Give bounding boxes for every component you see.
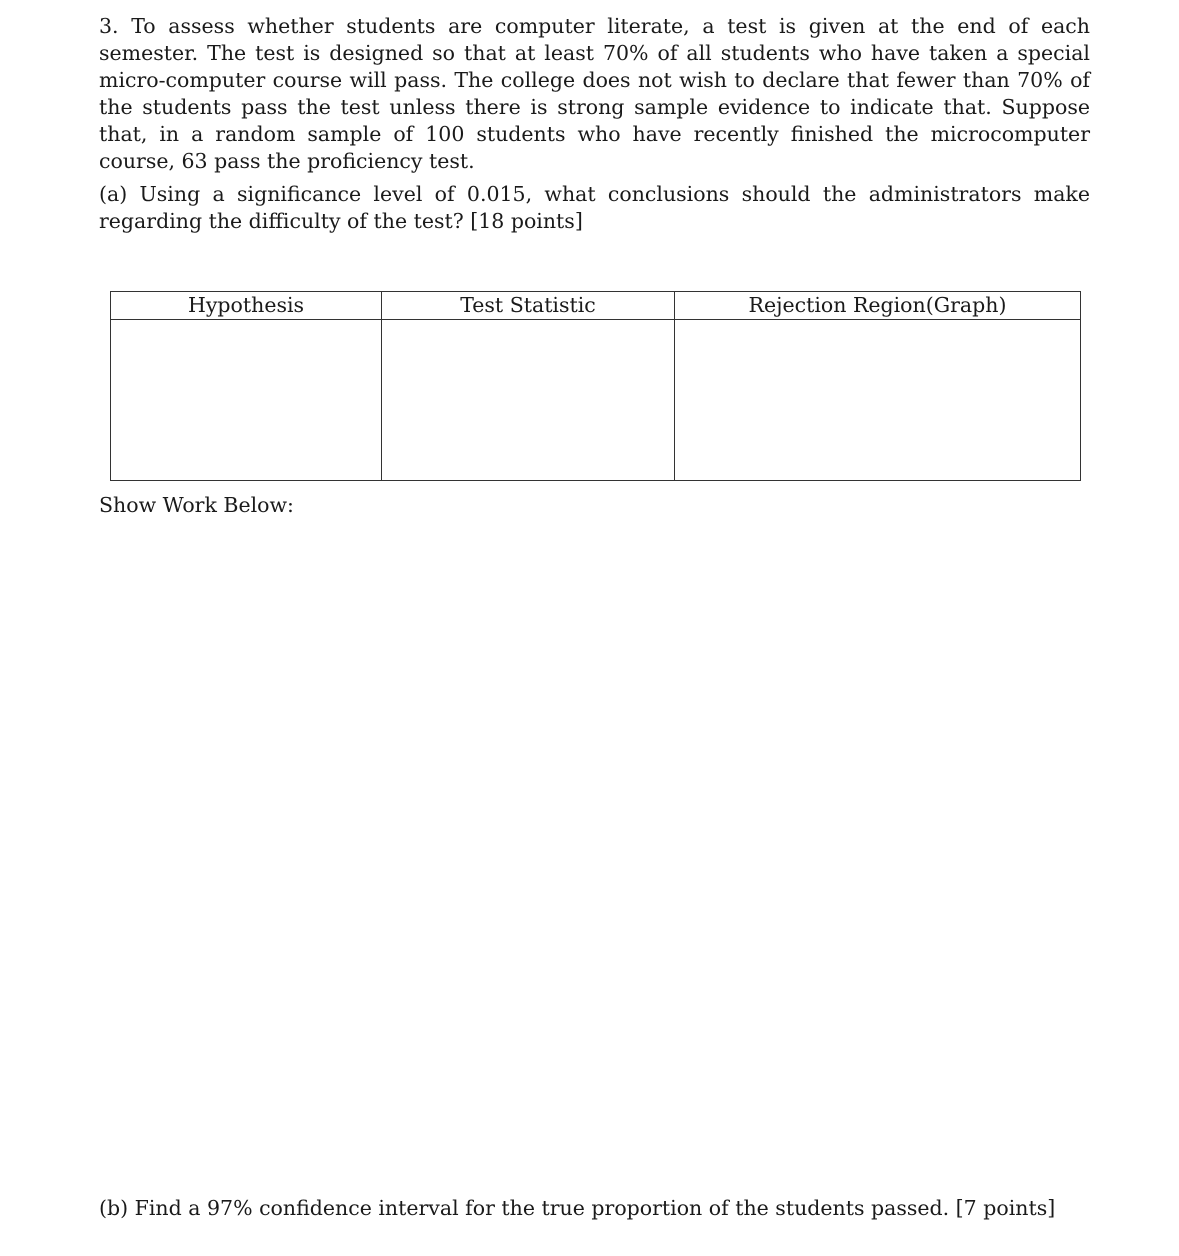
test-statistic-answer-cell[interactable] <box>382 320 675 481</box>
part-b-question: (b) Find a 97% confidence interval for the true proportion of the students passed. [7 points] <box>99 1196 1056 1220</box>
answer-table <box>110 291 1081 481</box>
header-rejection-region: Rejection Region(Graph) <box>675 292 1081 320</box>
header-test-statistic: Test Statistic <box>382 292 675 320</box>
part-a-question: (a) Using a significance level of 0.015, what conclusions should the administrators make regarding the difficulty of the test? [18 points] <box>99 182 1090 233</box>
answer-table-row <box>111 320 1081 481</box>
rejection-region-answer-cell[interactable] <box>675 320 1081 481</box>
show-work-label: Show Work Below: <box>99 493 294 517</box>
problem-statement: 3. To assess whether students are computer literate, a test is given at the end of each semester. The test is designed so that at least 70% of all students who have taken a special micro-computer course will pass. The college does not wish to declare that fewer than 70% of the students pass the test unless there is strong sample evidence to indicate that. Suppose that, in a random sample of 100 students who have recently finished the microcomputer course, 63 pass the proficiency test. <box>99 14 1090 173</box>
work-area[interactable] <box>99 530 1090 1180</box>
header-hypothesis: Hypothesis <box>111 292 382 320</box>
answer-table-header-row <box>111 292 1081 320</box>
hypothesis-answer-cell[interactable] <box>111 320 382 481</box>
